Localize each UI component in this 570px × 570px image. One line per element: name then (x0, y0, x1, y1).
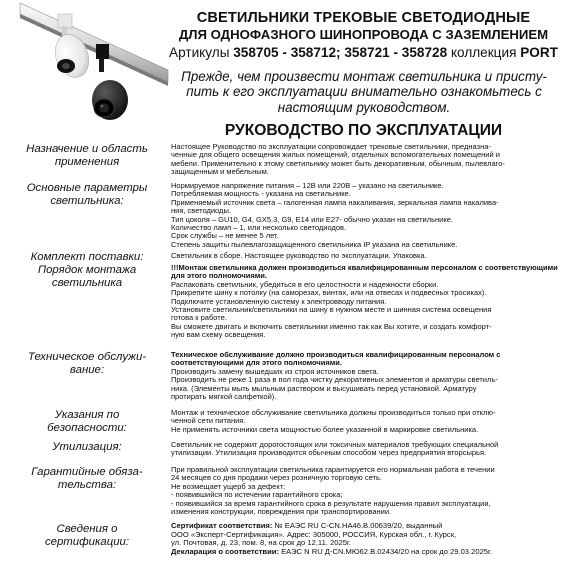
decl-label: Декларация о соответствии: (171, 546, 279, 556)
section-warranty-text (171, 466, 564, 516)
section-purpose-text (171, 143, 564, 177)
text-line: Срок службы – не менее 5 лет. (171, 231, 279, 241)
text-line: Производить замену вышедших из строя источников света. (171, 366, 379, 376)
section-disposal-text (171, 441, 564, 458)
text-line: Нормируемое напряжение питания – 12В или 220В – указано на светильнике. (171, 181, 444, 190)
text-line: ную вам схему освещения. (171, 330, 266, 340)
text-line: При правильной эксплуатации светильника гарантируется его нормальная работа в течении (171, 465, 495, 474)
section-warranty-label: Гарантийные обяза-тельства: (31, 466, 143, 491)
text-line: 24 месяцев со дня продажи через розничную торговую сеть. (171, 473, 382, 483)
cert-label: Сертификат соответствия: (171, 521, 273, 530)
text-line: Не возмещает ущерб за дефект: (171, 481, 286, 491)
text-line: Прикрепите шину к потолку (на саморезах, винтах, или на отвесах и подвесных тросиках). (171, 288, 487, 298)
section-params-label: Основные параметры светильника: (26, 182, 148, 207)
text-line: Вы сможете двигать и включить светильники именно так как Вы хотите, и создать комфорт- (171, 321, 492, 331)
section-maintenance-text (171, 351, 564, 401)
text-line: защищенным и мебельным. (171, 167, 269, 177)
text-line: Монтаж и техническое обслуживание светильника должны производиться только при отклю- (171, 408, 496, 417)
text-line: ника. (Элементы мыть мыльным раствором и высушивать перед установкой. Арматуру (171, 383, 477, 393)
title-line-1: СВЕТИЛЬНИКИ ТРЕКОВЫЕ СВЕТОДИОДНЫЕ (196, 10, 531, 26)
text-line: - появившийся по истечении гарантийного срока; (171, 490, 343, 500)
decl-line (171, 548, 564, 557)
section-maintenance-label: Техническое обслужи-вание: (27, 351, 147, 376)
text-line: ченной сети питания. (171, 416, 246, 426)
text-line: Количество ламп – 1, или несколько светодиодов. (171, 223, 347, 233)
articles-label: Артикулы (169, 45, 230, 60)
text-line: Потребляемая мощность - указана на светильнике. (171, 189, 351, 199)
section-purpose-label: Назначение и область применения (26, 143, 148, 168)
title-line-2: ДЛЯ ОДНОФАЗНОГО ШИНОПРОВОДА С ЗАЗЕМЛЕНИЕМ (178, 27, 549, 42)
text-line: мебели. Применительно к этому светильнику может быть декоративным, обычным, пылевлаго- (171, 158, 505, 168)
collection-value: PORT (520, 45, 558, 60)
section-safety-text (171, 409, 564, 434)
section-mounting-text (171, 264, 564, 340)
text-line: ченные для общего освещения жилых помещений, отдельных вспомогательных помещений и (171, 150, 500, 160)
text-line: Светильник не содержит дорогостоящих или токсичных материалов требующих специальной (171, 440, 499, 449)
section-safety-label: Указания по безопасности: (47, 409, 127, 434)
text-line: Установите светильник/светильники на шину в нужном месте и шинная система освещения (171, 305, 492, 315)
bold-line: Техническое обслуживание должно производиться квалифицированным персоналом с соответствующими для этого полномочиями. (171, 350, 501, 368)
warning-text: Прежде, чем произвести монтаж светильника и присту-пить к его эксплуатации внимательно ознакомьтесь с настоящим руководством. (181, 69, 547, 115)
bold-line: !!!Монтаж светильника должен производиться квалифицированным персоналом с соответствующими для этого полномочиями. (171, 263, 558, 281)
decl-value: ЕАЭС N RU Д-CN.МЮ62.В.02434/20 на срок до 29.03.2025г. (281, 546, 492, 556)
text-line: готова к работе. (171, 313, 227, 323)
articles-value: 358705 - 358712; 358721 - 358728 (233, 45, 448, 60)
section-kit-text (171, 252, 564, 260)
text-line: ООО «Эксперт-Сертификация». Адрес: 305000, РОССИЯ, Курская обл., г. Курск, (171, 529, 457, 539)
text-line: Подключите установленную систему к электровводу питания. (171, 296, 387, 306)
section-params-text (171, 182, 564, 249)
text-line: ния, светодиоды. (171, 206, 231, 216)
text-line: Тип цоколя – GU10, G4, GX5.3, G9, E14 или E27- обычно указан на светильнике. (171, 214, 453, 224)
text-line: Не применять источники света мощностью более указанной в маркировке светильника. (171, 424, 479, 434)
section-cert-text (171, 522, 564, 556)
text-line: изменения конструкции, повреждения при транспортировании. (171, 507, 392, 517)
product-photo (0, 0, 170, 128)
text-line: ул. Почтовая, д. 23, пом. 8, на срок до 12.11. 2025г. (171, 538, 351, 548)
section-mounting-label: Порядок монтажа светильника (37, 264, 137, 289)
manual-title: РУКОВОДСТВО ПО ЭКСПЛУАТАЦИИ (224, 122, 503, 139)
text-line: протирать мягкой салфеткой). (171, 392, 277, 402)
text-line: Производить не реже 1 раза в пол года чистку декоративных элементов и арматуры светиль- (171, 375, 498, 385)
section-kit-label: Комплект поставки: (30, 251, 144, 263)
text-line: Распаковать светильник, убедиться в его целостности и надежности сборки. (171, 279, 439, 289)
text-line: - появившийся за время гарантийного срока в результате нарушения правил эксплуатации, (171, 498, 491, 508)
text-line: Светильник в сборе. Настоящее руководство по эксплуатации. Упаковка. (171, 251, 427, 260)
collection-label: коллекция (450, 45, 517, 60)
section-cert-label: Сведения о сертификации: (44, 523, 130, 548)
section-disposal-label: Утилизация: (52, 441, 122, 453)
text-line: Применяемый источник света – галогенная лампа накаливания, зеркальная лампа накалива- (171, 197, 499, 207)
text-line: утилизации. Утилизация производится обычным способом через предприятия вторсырья. (171, 448, 487, 458)
text-line: Степень защиты пылевлагозащищенного светильника IP указана на светильнике. (171, 239, 458, 249)
articles-line (165, 45, 562, 60)
text-line: Настоящее Руководство по эксплуатации сопровождает трековые светильники, предназна- (171, 142, 491, 151)
cert-value: № ЕАЭС RU C-CN.HA46.B.00639/20, выданный (274, 521, 443, 530)
